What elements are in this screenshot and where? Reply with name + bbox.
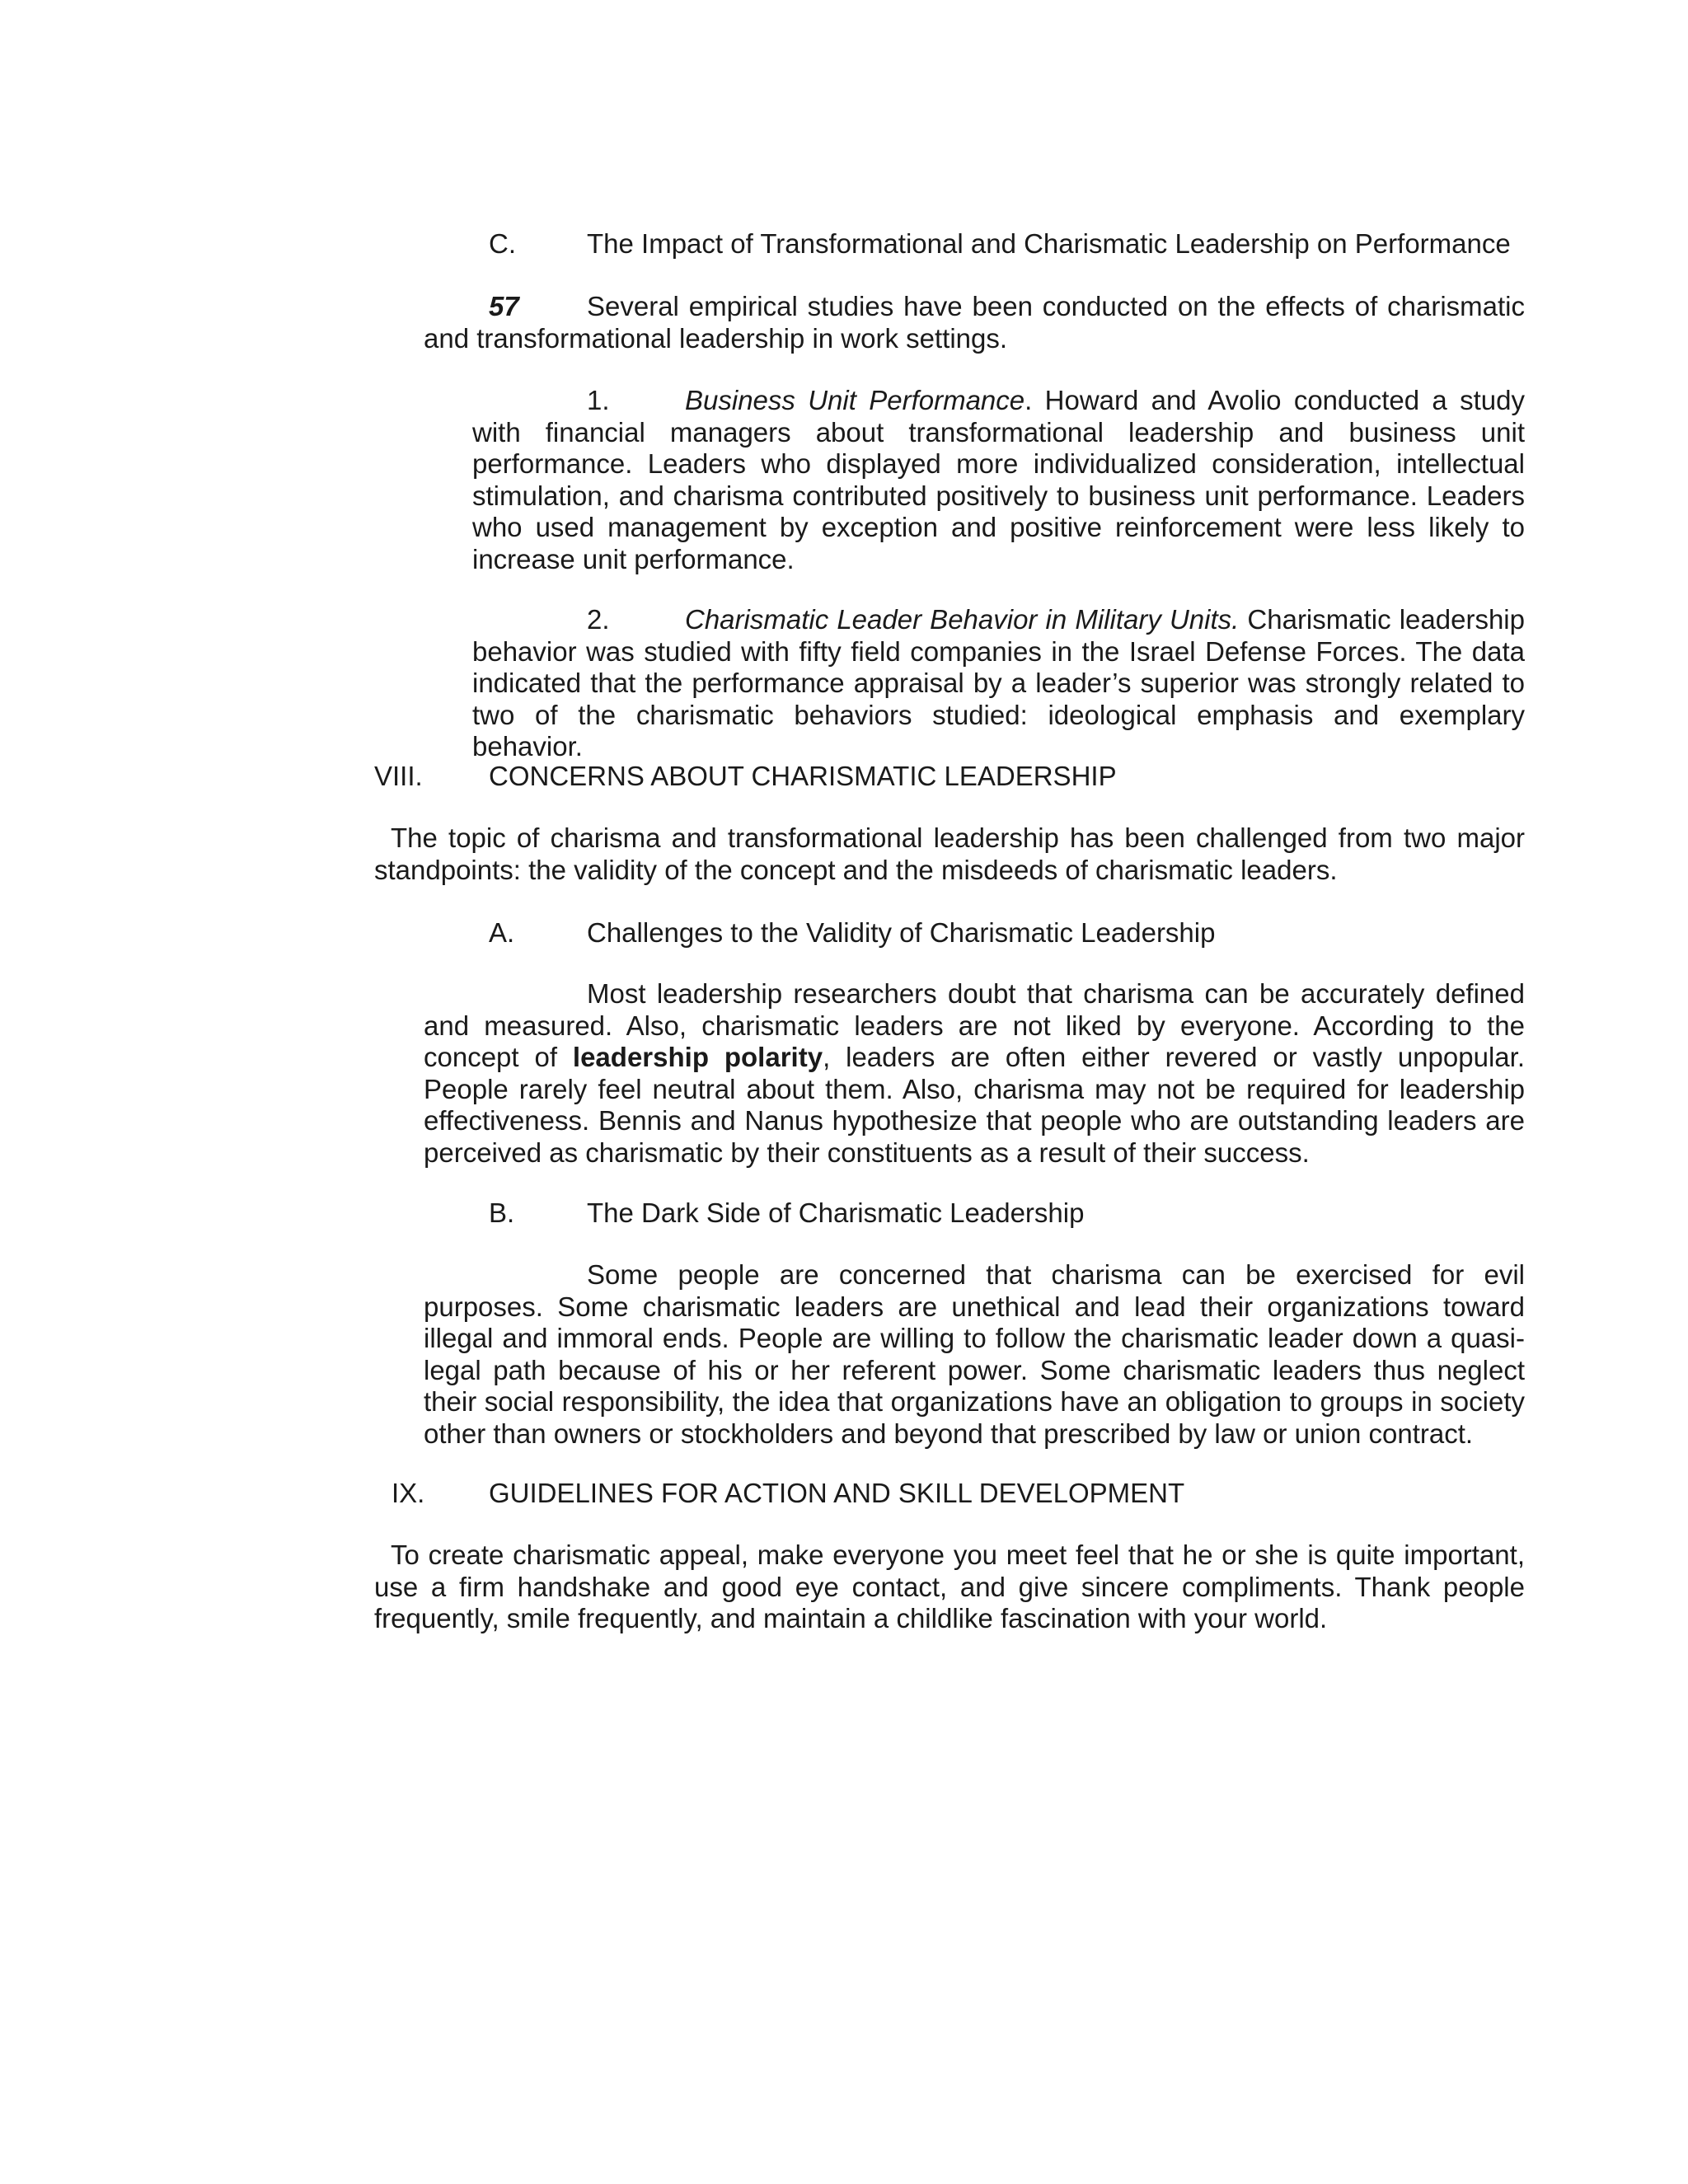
intro-57-marker: 57 [489,291,519,321]
section-b-paragraph [424,1259,1525,1450]
leadership-polarity-term: leadership polarity [572,1042,823,1072]
section-ix-heading [392,1478,1463,1511]
section-viii-heading [374,761,1446,794]
item-1-text: . Howard and Avolio conducted a study with financial managers about transformational leadership and business unit performance. Leaders who displayed more individualized consideration, intellectual stimulation, and charisma contributed positively to business unit performance. Leaders who used management by exception and positive reinforcement were less likely to increase unit performance. [472,385,1525,574]
item-2-text: Charismatic leadership behavior was studied with fifty field companies in the Israel Defense Forces. The data indicated that the performance appraisal by a leader’s superior was strongly related to two of the charismatic behaviors studied: ideological emphasis and exemplary behavior. [472,604,1525,762]
intro-57-paragraph [424,291,1525,354]
item-2-number: 2. [587,604,610,635]
section-c-heading [489,228,1527,261]
item-2-title: Charismatic Leader Behavior in Military Units. [685,604,1240,635]
section-viii-title: CONCERNS ABOUT CHARISMATIC LEADERSHIP [489,761,1117,791]
section-viii-text: The topic of charisma and transformational leadership has been challenged from two major standpoints: the validity of the concept and the misdeeds of charismatic leaders. [374,823,1525,885]
section-b-text: Some people are concerned that charisma can be exercised for evil purposes. Some charismatic leaders are unethical and lead their organizations toward illegal and immoral ends. People are willing to follow the charismatic leader down a quasi-legal path because of his or her referent power. Some charismatic leaders thus neglect their social responsibility, the idea that organizations have an obligation to groups in society other than owners or stockholders and beyond that prescribed by law or union contract. [424,1259,1525,1449]
item-1-number: 1. [587,385,610,415]
section-a-heading [489,917,1478,950]
section-b-heading [489,1197,1478,1230]
section-viii-label: VIII. [374,761,423,791]
section-ix-title: GUIDELINES FOR ACTION AND SKILL DEVELOPMENT [489,1478,1185,1508]
section-b-label: B. [489,1197,515,1228]
intro-57-text: Several empirical studies have been conducted on the effects of charismatic and transformational leadership in work settings. [424,291,1525,354]
section-c-title: The Impact of Transformational and Charismatic Leadership on Performance [587,228,1511,259]
section-viii-paragraph [374,823,1525,886]
section-a-text-before: Most leadership researchers doubt that charisma can be accurately defined and measured. Also, charismatic leaders are not liked by everyone. According to the concept of [424,978,1525,1072]
section-a-label: A. [489,917,515,948]
section-b-title: The Dark Side of Charismatic Leadership [587,1197,1085,1228]
section-a-paragraph [424,978,1525,1169]
item-2-paragraph [472,604,1525,763]
item-1-paragraph [472,385,1525,575]
section-a-text-after: , leaders are often either revered or vastly unpopular. People rarely feel neutral about them. Also, charisma may not be required for leadership effectiveness. Bennis and Nanus hypothesize that people who are outstanding leaders are perceived as charismatic by their constituents as a result of their success. [424,1042,1525,1168]
section-ix-text: To create charismatic appeal, make everyone you meet feel that he or she is quite important, use a firm handshake and good eye contact, and give sincere compliments. Thank people frequently, smile frequently, and maintain a childlike fascination with your world. [374,1540,1525,1633]
section-a-title: Challenges to the Validity of Charismatic Leadership [587,917,1216,948]
section-c-label: C. [489,228,516,259]
item-1-title: Business Unit Performance [685,385,1025,415]
section-ix-label: IX. [392,1478,425,1508]
section-ix-paragraph [374,1540,1525,1635]
